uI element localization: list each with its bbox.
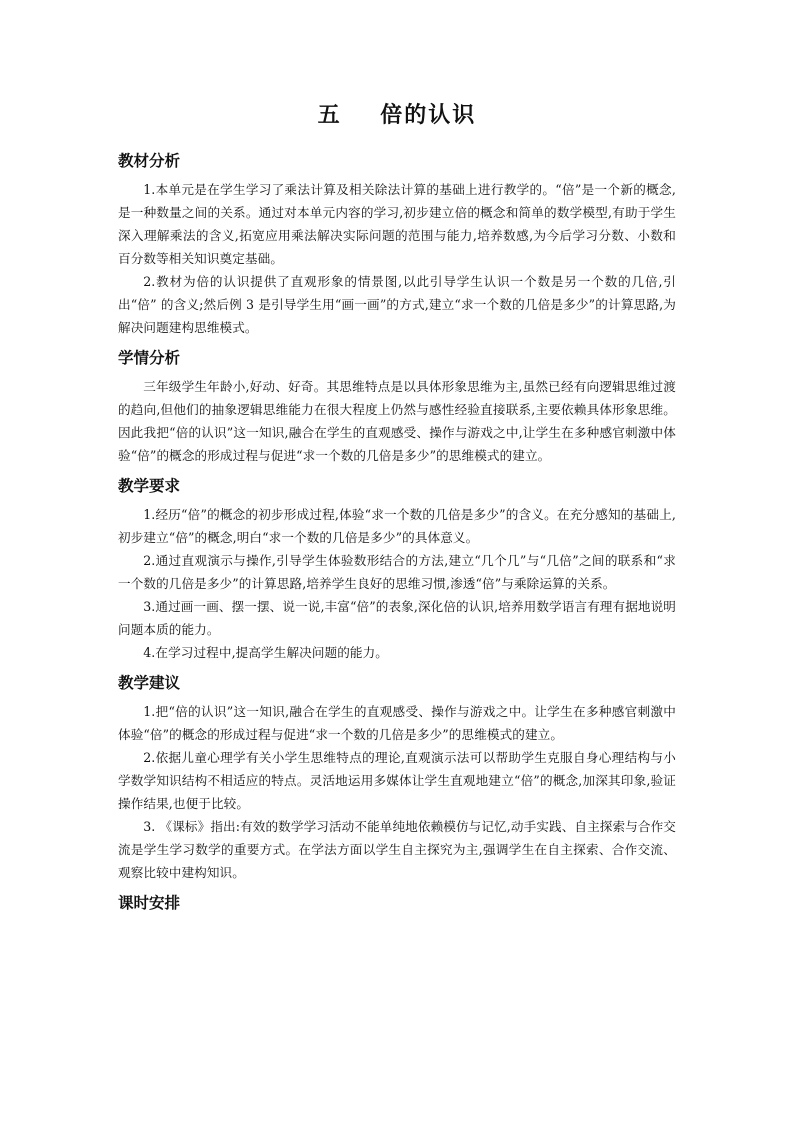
section-student-analysis bbox=[118, 345, 676, 467]
section-heading: 课时安排 bbox=[118, 894, 181, 912]
document-page bbox=[118, 100, 676, 922]
section-heading: 教学建议 bbox=[118, 674, 181, 692]
section-heading: 教材分析 bbox=[118, 152, 181, 170]
paragraph: 三年级学生年龄小,好动、好奇。其思维特点是以具体形象思维为主,虽然已经有向逻辑思维过渡的趋向,但他们的抽象逻辑思维能力在很大程度上仍然与感性经验直接联系,主要依赖具体形象思维。因此我把“倍的认识”这一知识,融合在学生的直观感受、操作与游戏之中,让学生在多种感官刺激中体验“倍”的概念的形成过程与促进“求一个数的几倍是多少”的思维模式的建立。 bbox=[118, 379, 676, 463]
paragraph: 4.在学习过程中,提高学生解决问题的能力。 bbox=[143, 645, 388, 660]
document-title: 五 倍的认识 bbox=[317, 103, 477, 128]
paragraph: 3.通过画一画、摆一摆、说一说,丰富“倍”的表象,深化倍的认识,培养用数学语言有理有据地说明问题本质的能力。 bbox=[118, 599, 676, 637]
section-lesson-schedule bbox=[118, 890, 676, 916]
section-heading: 学情分析 bbox=[118, 349, 181, 367]
paragraph: 1.把“倍的认识”这一知识,融合在学生的直观感受、操作与游戏之中。让学生在多种感官刺激中体验“倍”的概念的形成过程与促进“求一个数的几倍是多少”的思维模式的建立。 bbox=[118, 704, 676, 742]
section-teaching-requirements bbox=[118, 473, 676, 664]
paragraph: 2.通过直观演示与操作,引导学生体验数形结合的方法,建立“几个几”与“几倍”之间的联系和“求一个数的几倍是多少”的计算思路,培养学生良好的思维习惯,渗透“倍”与乘除运算的关系。 bbox=[118, 553, 676, 591]
section-heading: 教学要求 bbox=[118, 477, 181, 495]
section-textbook-analysis bbox=[118, 148, 676, 339]
paragraph: 2.教材为倍的认识提供了直观形象的情景图,以此引导学生认识一个数是另一个数的几倍,引出“倍” 的含义;然后例 3 是引导学生用“画一画”的方式,建立“求一个数的几倍是多少”的计算思路,为解决问题建构思维模式。 bbox=[118, 274, 676, 335]
paragraph: 1.本单元是在学生学习了乘法计算及相关除法计算的基础上进行教学的。“倍”是一个新的概念,是一种数量之间的关系。通过对本单元内容的学习,初步建立倍的概念和简单的数学模型,有助于学生深入理解乘法的含义,拓宽应用乘法解决实际问题的范围与能力,培养数感,为今后学习分数、小数和百分数等相关知识奠定基础。 bbox=[118, 182, 676, 266]
paragraph: 3. 《课标》指出:有效的数学学习活动不能单纯地依赖模仿与记忆,动手实践、自主探索与合作交流是学生学习数学的重要方式。在学法方面以学生自主探究为主,强调学生在自主探索、合作交流、观察比较中建构知识。 bbox=[118, 819, 676, 880]
section-teaching-suggestions bbox=[118, 670, 676, 884]
paragraph: 1.经历“倍”的概念的初步形成过程,体验“求一个数的几倍是多少”的含义。在充分感知的基础上,初步建立“倍”的概念,明白“求一个数的几倍是多少”的具体意义。 bbox=[118, 507, 676, 545]
paragraph: 2.依据儿童心理学有关小学生思维特点的理论,直观演示法可以帮助学生克服自身心理结构与小学数学知识结构不相适应的特点。灵活地运用多媒体让学生直观地建立“倍”的概念,加深其印象,验证操作结果,也便于比较。 bbox=[118, 750, 676, 811]
